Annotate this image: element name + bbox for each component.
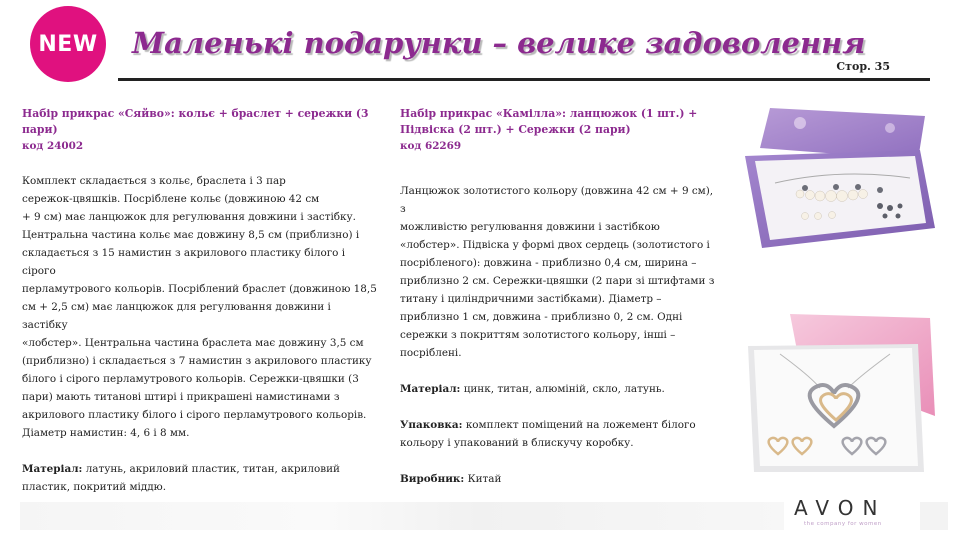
product-description: Ланцюжок золотистого кольору (довжина 42 см + 9 см), з можливістю регулювання довжини і застібкою «лобстер». Підвіска у формі двох сердець (золотистого і посрібленого): довжина - приблизно 0,4 см, ширина – приблизно 2 см. Сережки-цвяшки (2 пари зі штифтами з титану і циліндричними застібками). Діаметр – приблизно 1 см, довжина - приблизно 0, 2 см. Одні сережки з покриттям золотистого кольору, інші – посріблені. [400, 185, 715, 359]
header-divider [118, 78, 930, 81]
pearl-jewelry-set-image [740, 98, 940, 268]
product-title: Набір прикрас «Сяйво»: кольє + браслет + сережки (3 пари) [22, 107, 369, 136]
material-value: латунь, акриловий пластик, титан, акриловий пластик, покритий міддю. [22, 463, 340, 493]
product-material [400, 380, 722, 398]
material-label: Матеріал: [22, 463, 83, 475]
heart-jewelry-set-image [740, 306, 940, 476]
material-label: Матеріал: [400, 383, 461, 395]
material-value: цинк, титан, алюміній, скло, латунь. [463, 383, 665, 395]
avon-tagline: the company for women [804, 521, 882, 527]
maker-value: Китай [467, 473, 502, 485]
product-column-1 [22, 106, 378, 538]
avon-logo: AVON [794, 496, 887, 520]
package-label: Упаковка: [400, 419, 463, 431]
product-material [22, 460, 378, 496]
product-column-2 [400, 106, 722, 494]
page-title: Маленькі подарунки – велике задоволення [132, 26, 866, 60]
package-value: комплект поміщений на ложемент білого кольору і упакований в блискучу коробку. [400, 419, 696, 449]
product-code: код 62269 [400, 140, 462, 152]
product-maker [400, 470, 722, 488]
footer-band [20, 502, 784, 530]
new-badge-label: NEW [38, 31, 98, 57]
new-badge [30, 6, 106, 82]
product-code: код 24002 [22, 140, 84, 152]
product-title: Набір прикрас «Камілла»: ланцюжок (1 шт.) + Підвіска (2 шт.) + Сережки (2 пари) [400, 107, 698, 136]
footer-band-right [920, 502, 948, 530]
product-packaging [400, 416, 722, 452]
product-description: Комплект складається з кольє, браслета і 3 пар сережок-цвяшків. Посріблене кольє (довжиною 42 см + 9 см) має ланцюжок для регулювання довжини і застібку. Центральна частина кольє має довжину 8,5 см (приблизно) і складається з 15 намистин з акрилового пластику білого і сірого перламутрового кольорів. Посріблений браслет (довжиною 18,5 см + 2,5 см) має ланцюжок для регулювання довжини і застібку «лобстер». Центральна частина браслета має довжину 3,5 см (приблизно) і складається з 7 намистин з акрилового пластику білого і сірого перламутрового кольорів. Сережки-цвяшки (3 пари) мають титанові штирі і прикрашені намистинами з акрилового пластику білого і сірого перламутрового кольорів. Діаметр намистин: 4, 6 і 8 мм. [22, 175, 377, 439]
maker-label: Виробник: [400, 473, 465, 485]
page-number: Стор. 35 [836, 60, 890, 73]
